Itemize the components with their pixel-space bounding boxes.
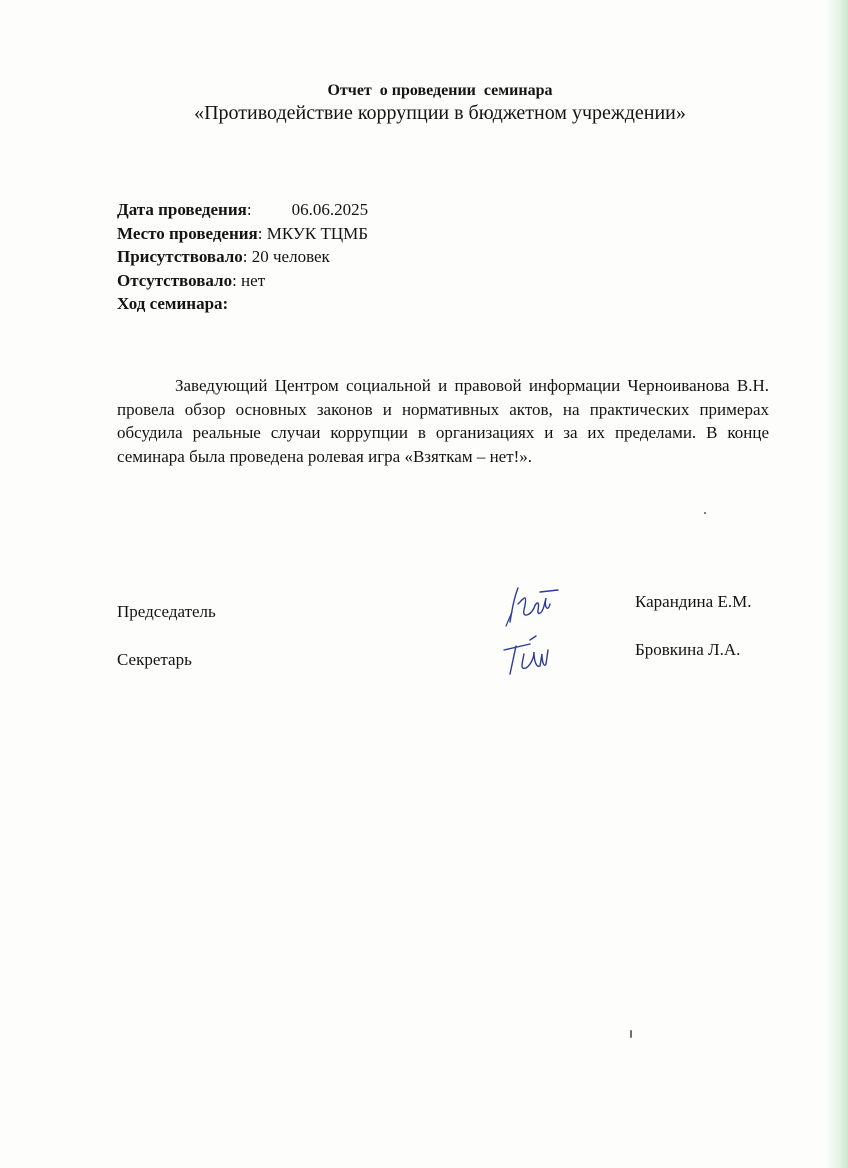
- scan-speck: [704, 512, 706, 514]
- scan-speck: [630, 1030, 632, 1038]
- secretary-role: Секретарь: [117, 650, 192, 669]
- date-label: Дата проведения: [117, 200, 247, 219]
- meta-block: [117, 198, 368, 316]
- course-label: Ход семинара:: [117, 294, 229, 313]
- secretary-signature-icon: [500, 630, 560, 676]
- absent-label: Отсутствовало: [117, 270, 233, 290]
- secretary-name: Бровкина Л.А.: [635, 640, 741, 659]
- date-colon: :: [246, 200, 252, 219]
- secretary-signature-row: [117, 630, 777, 680]
- seminar-description: Заведующий Центром социальной и правовой информации Черноиванова В.Н. провела обзор основных законов и нормативных актов, на практических примерах обсудила реальные случаи коррупции в организациях и за их пределами. В конце семинара была проведена ролевая игра «Взяткам – нет!».: [117, 376, 769, 466]
- seminar-topic: «Противодействие коррупции в бюджетном учреждении»: [194, 102, 686, 124]
- present-label: Присутствовало: [117, 247, 243, 266]
- meta-course-row: [117, 292, 368, 316]
- meta-absent-row: [117, 269, 368, 293]
- meta-place-row: [117, 222, 368, 246]
- place-label: Место проведения: [117, 223, 258, 243]
- absent-value: : нет: [232, 270, 266, 290]
- chair-signature-row: [117, 582, 777, 632]
- present-value: : 20 человек: [242, 247, 330, 266]
- date-value: 06.06.2025: [291, 200, 369, 219]
- chair-role: Председатель: [117, 602, 216, 621]
- meta-present-row: [117, 245, 368, 269]
- chair-name: Карандина Е.М.: [635, 592, 752, 611]
- scanner-edge: [826, 0, 848, 1168]
- meta-date-row: [117, 198, 368, 222]
- place-value: : МКУК ТЦМБ: [257, 223, 369, 243]
- report-title: Отчет о проведении семинара: [327, 82, 553, 99]
- chair-signature-icon: [500, 582, 560, 628]
